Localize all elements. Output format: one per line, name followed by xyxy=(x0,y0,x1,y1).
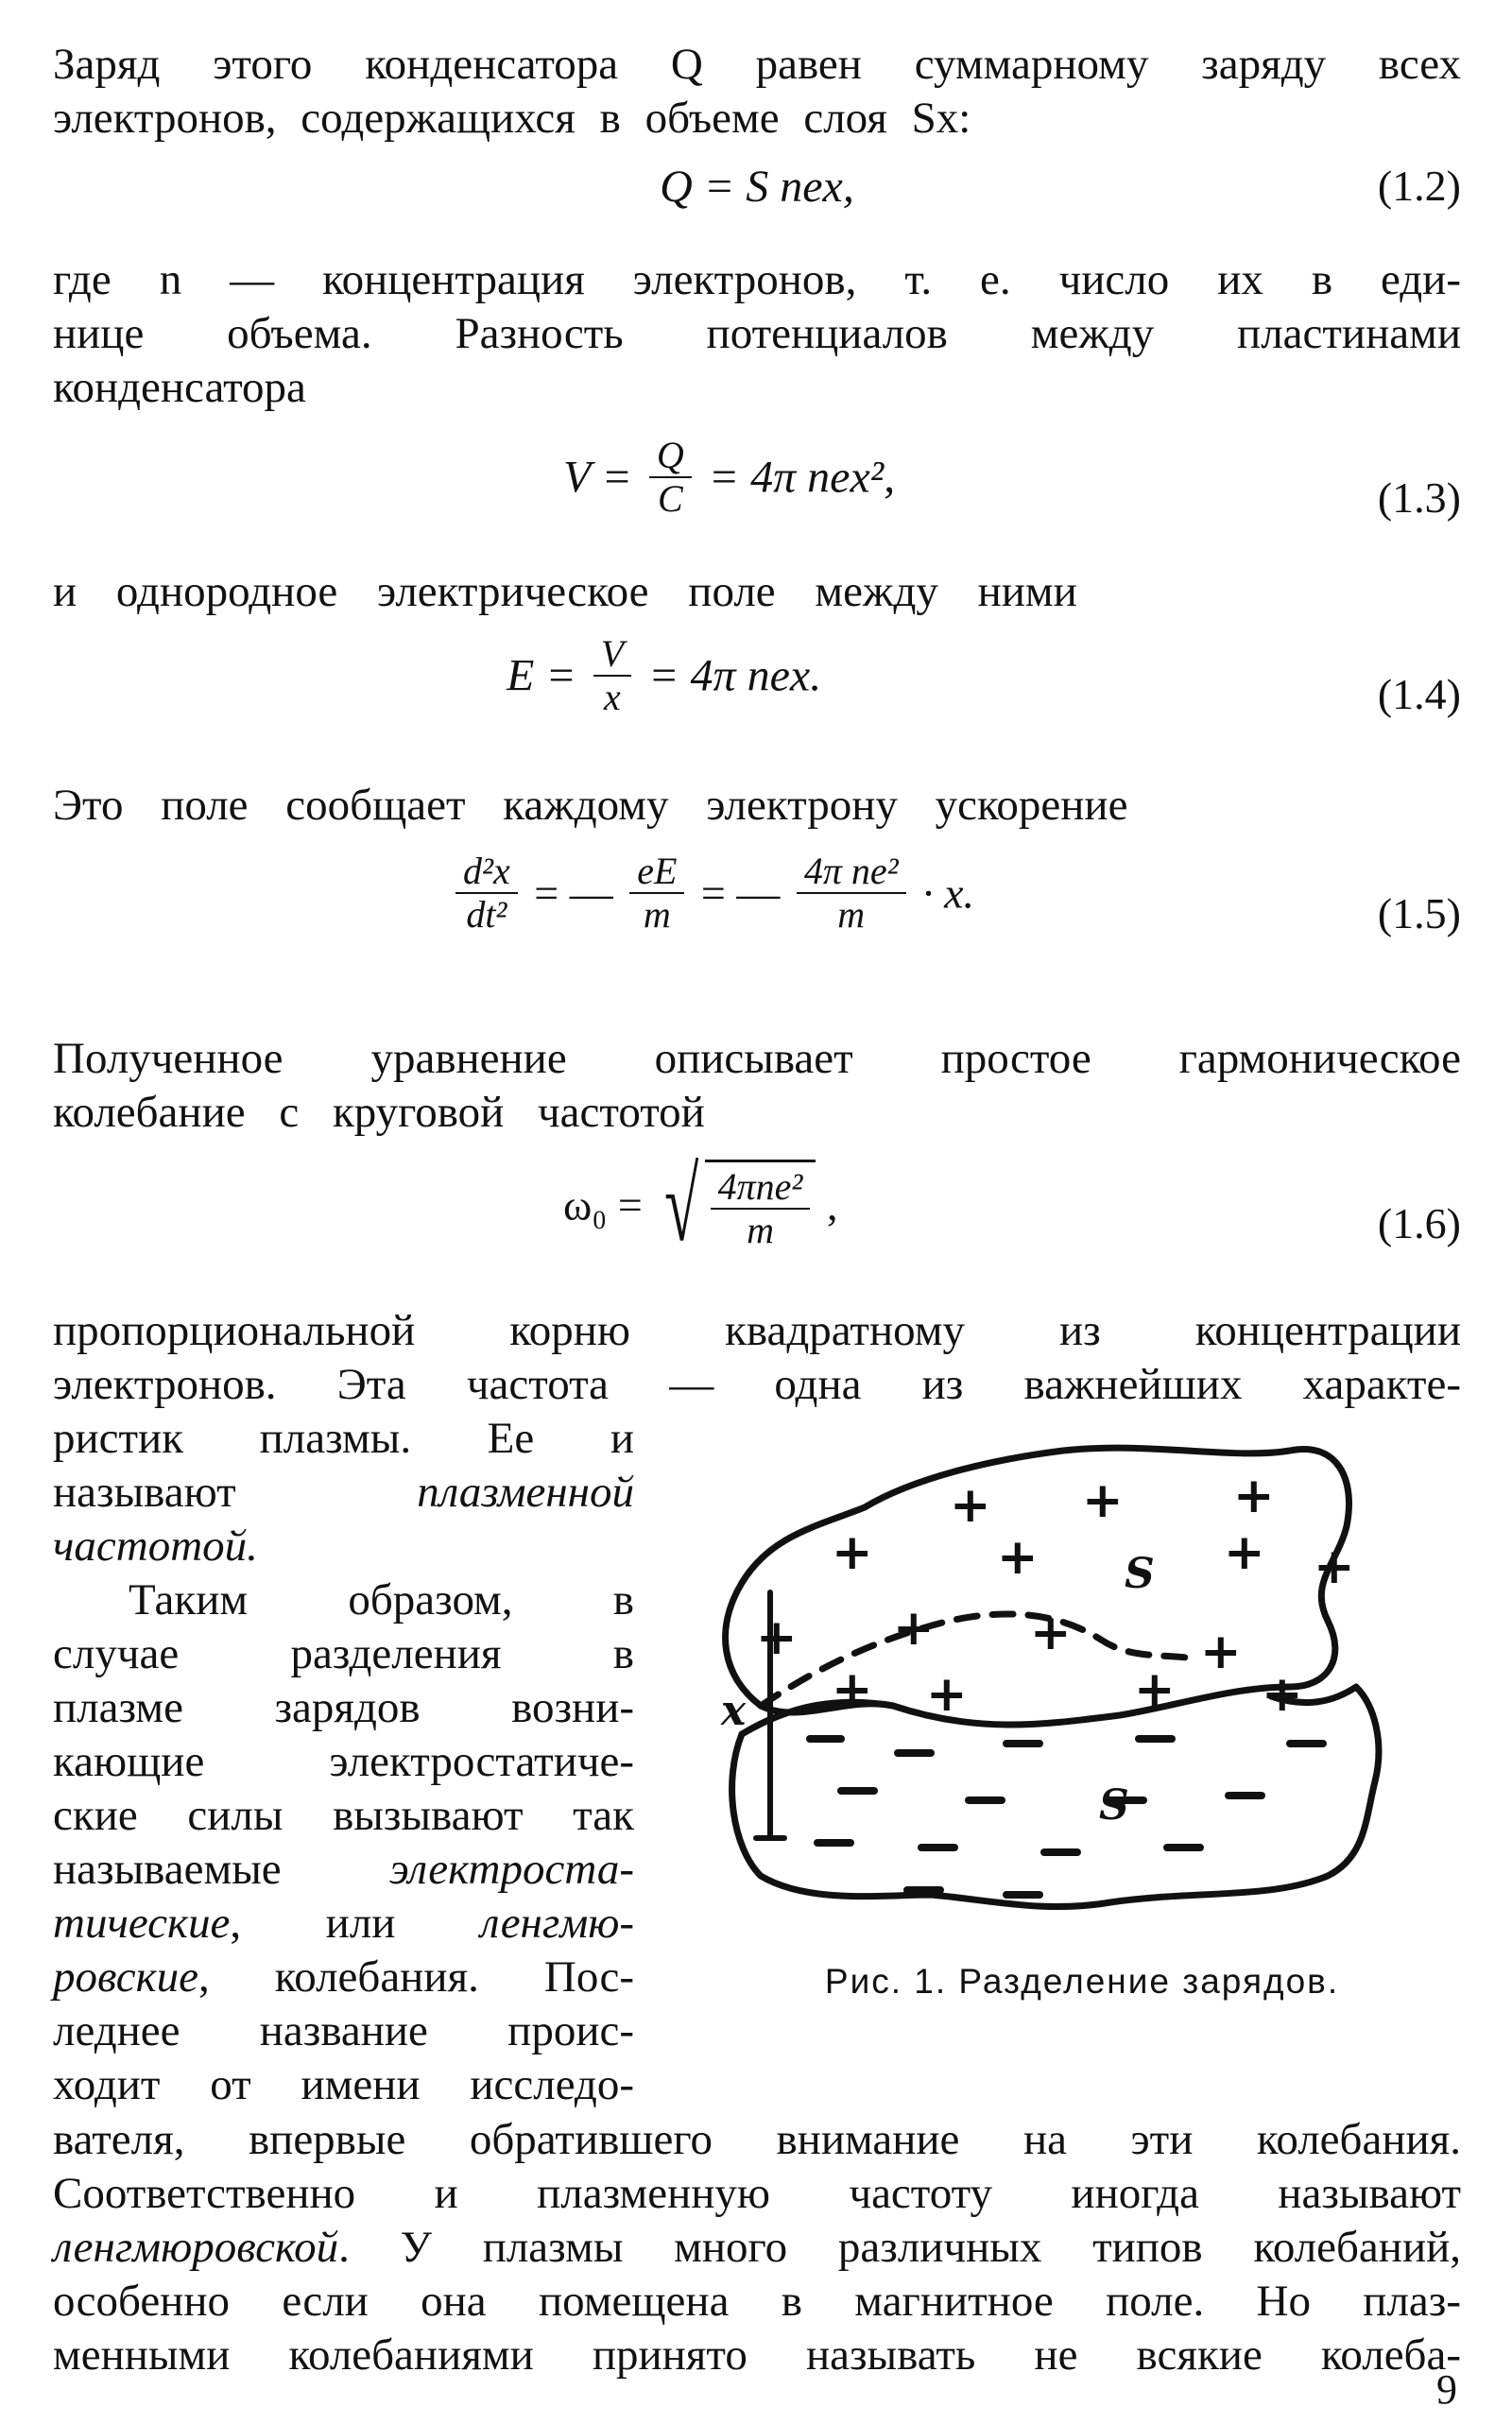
s-label-upper: S xyxy=(1125,1550,1155,1598)
plus-sign: + xyxy=(832,1524,873,1581)
text-line: ленгмюровской. У плазмы много различных типов колебаний, xyxy=(53,2223,1461,2272)
text-line: кающие электростатиче- xyxy=(53,1737,634,1786)
text-line: особенно если она помещена в магнитное поле. Но плаз- xyxy=(53,2277,1461,2326)
text-line: ровские, колебания. Пос- xyxy=(53,1952,634,2002)
text-line: вателя, впервые обратившего внимание на эти колебания. xyxy=(53,2115,1461,2164)
paragraph-1 xyxy=(53,38,1461,146)
text-line: колебание с круговой частотой xyxy=(53,1088,705,1137)
paragraph-2 xyxy=(53,253,1461,415)
radicand xyxy=(705,1160,816,1251)
paragraph-4 xyxy=(53,779,1461,833)
text-line: ристик плазмы. Ее и xyxy=(53,1414,634,1463)
paragraph-3 xyxy=(53,565,1461,619)
x-label: x xyxy=(721,1687,747,1735)
eq-numerator: d²x xyxy=(455,851,518,894)
equation-number: (1.5) xyxy=(1377,889,1461,937)
plus-sign: + xyxy=(756,1609,798,1666)
plus-sign: + xyxy=(1233,1468,1275,1524)
eq-numerator: Q xyxy=(649,435,692,478)
plus-sign: + xyxy=(1200,1624,1242,1680)
text-line: Таким образом, в xyxy=(129,1575,634,1625)
equation-number: (1.6) xyxy=(1377,1199,1461,1247)
eq-numerator: eE xyxy=(629,851,684,894)
text-line: где n — концентрация электронов, т. е. число их в еди- xyxy=(53,255,1461,304)
page-number: 9 xyxy=(1436,2366,1457,2413)
eq-right: = 4π nex. xyxy=(648,650,822,701)
figure-charge-separation xyxy=(704,1422,1460,2002)
eq-operator: = — xyxy=(700,868,781,918)
eq-tail: · x. xyxy=(922,868,975,918)
plus-sign: + xyxy=(1134,1661,1176,1718)
text-line: тические, или ленгмю- xyxy=(53,1899,634,1948)
equation-1-2 xyxy=(53,161,1461,265)
eq-tail: , xyxy=(826,1180,838,1229)
paragraph-6 xyxy=(53,1304,1461,1412)
text-line: ходит от имени исследо- xyxy=(53,2060,634,2109)
text-line: Заряд этого конденсатора Q равен суммарному заряду всех xyxy=(53,40,1461,89)
text-line: называют плазменной xyxy=(53,1468,634,1517)
text-line: Соответственно и плазменную частоту иногда называют xyxy=(53,2169,1461,2218)
text-line: плазме зарядов возни- xyxy=(53,1683,634,1732)
eq-left: ω₀ = xyxy=(563,1180,643,1229)
text-line: случае разделения в xyxy=(53,1629,634,1678)
text-line: менными колебаниями принято называть не всякие колеба- xyxy=(53,2330,1461,2380)
eq-denominator: C xyxy=(657,477,683,520)
text-line: электронов. Эта частота — одна из важнейших характе- xyxy=(53,1360,1461,1409)
eq-denominator: m xyxy=(747,1208,774,1251)
equation-1-5 xyxy=(53,851,1461,973)
text-line: электронов, содержащихся в объеме слоя Sx: xyxy=(53,94,971,143)
eq-left: V = xyxy=(563,452,632,503)
text-line: нице объема. Разность потенциалов между пластинами xyxy=(53,309,1461,358)
eq-denominator: x xyxy=(604,676,621,718)
interface-dashed-line xyxy=(761,1614,1195,1706)
plus-sign: + xyxy=(1030,1605,1072,1661)
eq-denominator: m xyxy=(837,893,866,936)
wrapped-text-column xyxy=(53,1412,634,2112)
eq-left: E = xyxy=(507,650,576,701)
text-line: конденсатора xyxy=(53,363,306,412)
paragraph-5 xyxy=(53,1032,1461,1140)
text-line: ские силы вызывают так xyxy=(53,1791,634,1840)
equation-1-4 xyxy=(53,633,1461,747)
plus-sign: + xyxy=(1082,1472,1124,1529)
eq-denominator: m xyxy=(643,893,671,936)
eq-operator: = — xyxy=(534,868,613,918)
plus-sign: + xyxy=(893,1600,935,1657)
plus-sign: + xyxy=(1262,1666,1303,1723)
sqrt-sign: √ xyxy=(664,1147,699,1263)
text-line: называемые электроста- xyxy=(53,1845,634,1894)
text-line: Это поле сообщает каждому электрону ускорение xyxy=(53,781,1128,830)
eq-numerator: V xyxy=(593,633,631,677)
eq-right: = 4π nex², xyxy=(708,452,896,503)
equation-number: (1.4) xyxy=(1377,670,1461,718)
equation-1-3 xyxy=(53,435,1461,548)
figure-caption: Рис. 1. Разделение зарядов. xyxy=(824,1962,1340,2001)
text-line: леднее название проис- xyxy=(53,2006,634,2055)
equation-number: (1.3) xyxy=(1377,473,1461,522)
plus-sign: + xyxy=(950,1477,991,1534)
equation-number: (1.2) xyxy=(1377,162,1461,210)
plus-sign: + xyxy=(997,1529,1039,1586)
charge-separation-diagram xyxy=(704,1422,1451,1951)
plus-sign: + xyxy=(832,1661,873,1718)
text-line: и однородное электрическое поле между ними xyxy=(53,567,1077,616)
text-line: пропорциональной корню квадратному из концентрации xyxy=(53,1306,1461,1355)
s-label-lower: S xyxy=(1099,1781,1129,1830)
eq-denominator: dt² xyxy=(466,893,507,936)
equation-body: Q = S nex, xyxy=(660,162,854,212)
plus-sign: + xyxy=(926,1666,968,1723)
paragraph-7 xyxy=(53,2113,1461,2382)
plus-sign: + xyxy=(1224,1524,1265,1581)
equation-1-6 xyxy=(53,1147,1461,1285)
plus-sign: + xyxy=(1314,1539,1355,1595)
text-line: частотой. xyxy=(53,1521,258,1571)
eq-numerator: 4π ne² xyxy=(797,851,906,894)
eq-numerator: 4πne² xyxy=(711,1166,811,1210)
text-line: Полученное уравнение описывает простое гармоническое xyxy=(53,1034,1461,1083)
